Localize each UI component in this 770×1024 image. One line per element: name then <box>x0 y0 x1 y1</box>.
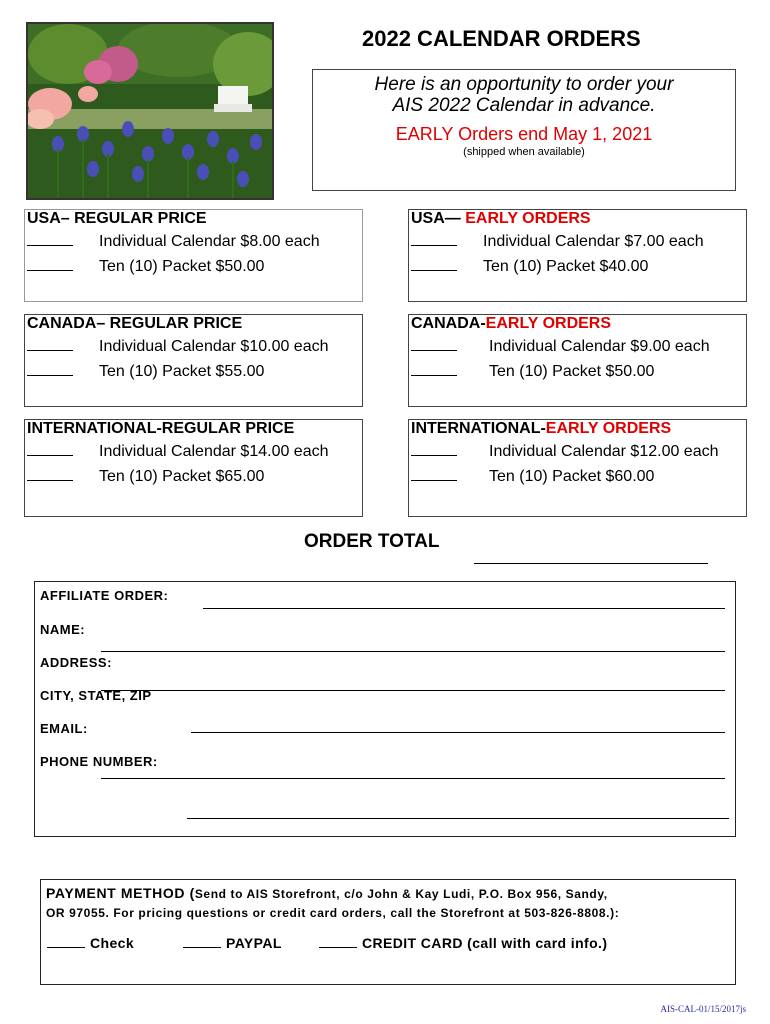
page-title: 2022 CALENDAR ORDERS <box>362 26 641 51</box>
payment-box <box>40 879 736 985</box>
payment-instructions: OR 97055. For pricing questions or credit card orders, call the Storefront at 503-826-8808.): <box>46 906 620 920</box>
shipped-note: (shipped when available) <box>463 146 585 158</box>
affiliate-label: AFFILIATE ORDER: <box>40 588 169 603</box>
email-label: EMAIL: <box>40 721 88 736</box>
usa-early-packet: Ten (10) Packet $40.00 <box>411 256 648 276</box>
intl-regular-packet: Ten (10) Packet $65.00 <box>27 466 264 486</box>
name-label: NAME: <box>40 622 86 637</box>
intro-box <box>312 69 736 191</box>
qty-blank[interactable] <box>27 336 73 351</box>
intl-regular-heading: INTERNATIONAL-REGULAR PRICE <box>27 420 295 437</box>
qty-blank[interactable] <box>411 361 457 376</box>
usa-early-heading: USA— EARLY ORDERS <box>411 210 591 227</box>
canada-regular-heading: CANADA– REGULAR PRICE <box>27 315 243 332</box>
qty-blank[interactable] <box>27 466 73 481</box>
qty-blank[interactable] <box>27 361 73 376</box>
qty-blank[interactable] <box>27 441 73 456</box>
footer-code: AIS-CAL-01/15/2017js <box>660 1004 746 1014</box>
usa-regular-individual: Individual Calendar $8.00 each <box>27 231 320 251</box>
intl-regular-individual: Individual Calendar $14.00 each <box>27 441 329 461</box>
name-field[interactable] <box>101 651 725 652</box>
payment-paypal-option[interactable]: PAYPAL <box>183 935 282 951</box>
usa-regular-packet: Ten (10) Packet $50.00 <box>27 256 264 276</box>
canada-regular-box <box>24 314 363 407</box>
qty-blank[interactable] <box>411 466 457 481</box>
email-field[interactable] <box>191 732 725 733</box>
qty-blank[interactable] <box>411 336 457 351</box>
order-form <box>34 581 736 837</box>
canada-early-packet: Ten (10) Packet $50.00 <box>411 361 654 381</box>
payment-heading: PAYMENT METHOD (Send to AIS Storefront, c/o John & Kay Ludi, P.O. Box 956, Sandy, <box>46 885 608 901</box>
credit-blank[interactable] <box>319 935 357 948</box>
usa-regular-box <box>24 209 363 302</box>
payment-check-option[interactable]: Check <box>47 935 134 951</box>
affiliate-field[interactable] <box>203 608 725 609</box>
qty-blank[interactable] <box>27 231 73 246</box>
address-label: ADDRESS: <box>40 655 112 670</box>
usa-early-box <box>408 209 747 302</box>
intl-early-packet: Ten (10) Packet $60.00 <box>411 466 654 486</box>
intl-early-heading: INTERNATIONAL-EARLY ORDERS <box>411 420 672 437</box>
canada-regular-packet: Ten (10) Packet $55.00 <box>27 361 264 381</box>
address-field[interactable] <box>101 690 725 691</box>
intl-regular-box <box>24 419 363 517</box>
qty-blank[interactable] <box>411 231 457 246</box>
order-total-field[interactable] <box>474 563 708 564</box>
canada-early-individual: Individual Calendar $9.00 each <box>411 336 710 356</box>
phone-field[interactable] <box>101 778 725 779</box>
usa-early-individual: Individual Calendar $7.00 each <box>411 231 704 251</box>
intl-early-box <box>408 419 747 517</box>
qty-blank[interactable] <box>27 256 73 271</box>
garden-photo <box>26 22 274 200</box>
early-orders-notice: EARLY Orders end May 1, 2021 <box>395 124 653 144</box>
qty-blank[interactable] <box>411 256 457 271</box>
canada-regular-individual: Individual Calendar $10.00 each <box>27 336 329 356</box>
qty-blank[interactable] <box>411 441 457 456</box>
canada-early-box <box>408 314 747 407</box>
usa-regular-heading: USA– REGULAR PRICE <box>27 210 207 227</box>
check-blank[interactable] <box>47 935 85 948</box>
canada-early-heading: CANADA-EARLY ORDERS <box>411 315 612 332</box>
intro-line-2: AIS 2022 Calendar in advance. <box>392 95 656 116</box>
phone-label: PHONE NUMBER: <box>40 754 158 769</box>
intl-early-individual: Individual Calendar $12.00 each <box>411 441 719 461</box>
extra-field[interactable] <box>187 818 729 819</box>
city-state-zip-label: CITY, STATE, ZIP <box>40 688 152 703</box>
intro-line-1: Here is an opportunity to order your <box>374 74 674 95</box>
payment-credit-option[interactable]: CREDIT CARD (call with card info.) <box>319 935 607 951</box>
order-total-label: ORDER TOTAL <box>304 531 440 552</box>
paypal-blank[interactable] <box>183 935 221 948</box>
